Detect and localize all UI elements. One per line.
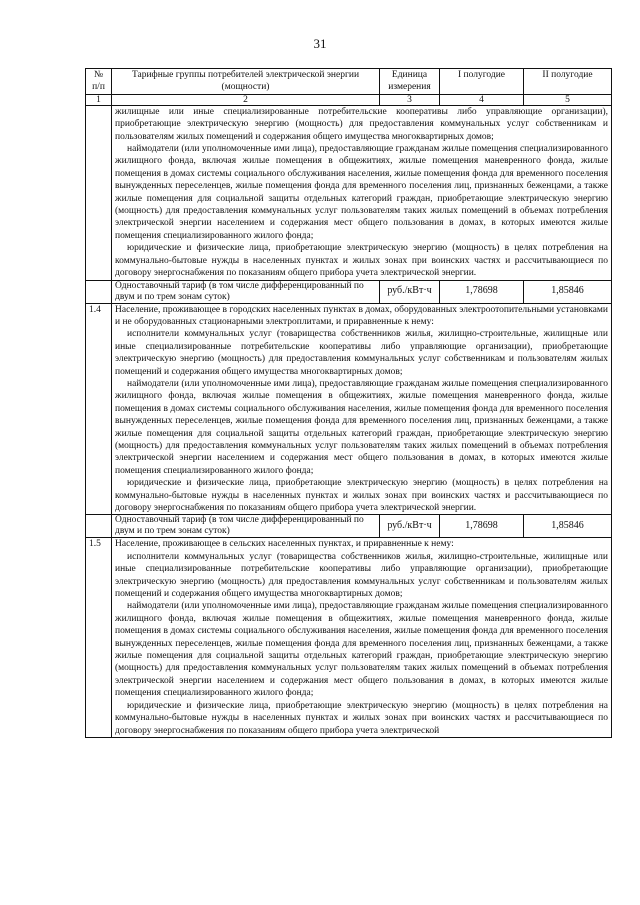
tariff-table [85,68,612,738]
tariff-first-half: 1,78698 [440,280,524,303]
row-description [112,303,612,515]
table-row [86,538,612,738]
paragraph: исполнители коммунальных услуг (товарищества собственников жилья, жилищно-строительные, жилищные или иные специализированные потребительские кооперативы либо управляющие организации), приобретающие электрическую энергию (мощность) для предоставления коммунальных услуг собственникам и пользователям жилых помещений и содержания общего имущества многоквартирных домов; [115,329,608,377]
header-number: № п/п [86,69,112,95]
table-row [86,105,612,280]
paragraph: Население, проживающее в сельских населенных пунктах, и приравненные к нему: [115,539,454,550]
page-number: 31 [313,36,327,51]
tariff-row [86,515,612,538]
column-number: 3 [380,94,440,105]
table-header-row [86,69,612,95]
paragraph: юридические и физические лица, приобретающие электрическую энергию (мощность) в целях потребления на коммунально-бытовые нужды в населенных пунктах и жилых зонах при воинских частях и рассчитывающиеся по договору энергоснабжения по показаниям общего прибора учета электрической энергии. [115,478,608,513]
header-unit: Единица измерения [380,69,440,95]
column-number: 5 [524,94,612,105]
paragraph: жилищные или иные специализированные потребительские кооперативы либо управляющие организации), приобретающие электрическую энергию (мощность) для предоставления коммунальных услуг собственникам и пользователям жилых помещений и содержания общего имущества многоквартирных домов; [115,106,608,142]
paragraph: наймодатели (или уполномоченные ими лица), предоставляющие гражданам жилые помещения специализированного жилищного фонда, включая жилые помещения в общежитиях, жилые помещения маневренного фонда, жилые помещения в домах системы социального обслуживания населения, жилые помещения фонда для временного поселения вынужденных переселенцев, жилые помещения фонда для временного поселения лиц, признанных беженцами, а также жилые помещения для социальной защиты отдельных категорий граждан, приобретающие электрическую энергию (мощность) для предоставления коммунальных услуг пользователям таких жилых помещений в объемах потребления электрической энергии населением и содержания мест общего пользования в домах, в которых имеются жилые помещения специализированного жилого фонда; [115,601,608,699]
row-number: 1.5 [86,538,112,738]
paragraph: Население, проживающее в городских населенных пунктах в домах, оборудованных электроотопительными установками и не оборудованных стационарными электроплитами, и приравненные к нему: [115,304,608,327]
row-number-cell [86,515,112,538]
tariff-row [86,280,612,303]
column-number-row [86,94,612,105]
column-number: 1 [86,94,112,105]
header-second-half: II полугодие [524,69,612,95]
tariff-label: Одноставочный тариф (в том числе дифференцированный по двум и по трем зонам суток) [112,280,380,303]
row-description [112,105,612,280]
table-row [86,303,612,515]
row-description [112,538,612,738]
column-number: 4 [440,94,524,105]
tariff-unit: руб./кВт·ч [380,280,440,303]
paragraph: юридические и физические лица, приобретающие электрическую энергию (мощность) в целях потребления на коммунально-бытовые нужды в населенных пунктах и жилых зонах при воинских частях и рассчитывающиеся по договору энергоснабжения по показаниям общего прибора учета электрической [115,700,608,736]
paragraph: юридические и физические лица, приобретающие электрическую энергию (мощность) в целях потребления на коммунально-бытовые нужды в населенных пунктах и жилых зонах при воинских частях и рассчитывающиеся по договору энергоснабжения по показаниям общего прибора учета электрической энергии. [115,243,608,279]
tariff-second-half: 1,85846 [524,515,612,538]
tariff-unit: руб./кВт·ч [380,515,440,538]
header-first-half: I полугодие [440,69,524,95]
tariff-first-half: 1,78698 [440,515,524,538]
row-number-cell [86,280,112,303]
paragraph: наймодатели (или уполномоченные ими лица), предоставляющие гражданам жилые помещения специализированного жилищного фонда, включая жилые помещения в общежитиях, жилые помещения маневренного фонда, жилые помещения в домах системы социального обслуживания населения, жилые помещения фонда для временного поселения вынужденных переселенцев, жилые помещения фонда для временного поселения лиц, признанных беженцами, а также жилые помещения для социальной защиты отдельных категорий граждан, приобретающие электрическую энергию (мощность) для предоставления коммунальных услуг пользователям таких жилых помещений в объемах потребления электрической энергии населением и содержания мест общего пользования в домах, в которых имеются жилые помещения специализированного жилого фонда; [115,378,608,476]
header-description: Тарифные группы потребителей электрической энергии (мощности) [112,69,380,95]
tariff-label: Одноставочный тариф (в том числе дифференцированный по двум и по трем зонам суток) [112,515,380,538]
row-number: 1.4 [86,303,112,515]
column-number: 2 [112,94,380,105]
paragraph: исполнители коммунальных услуг (товарищества собственников жилья, жилищно-строительные, жилищные или иные специализированные потребительские кооперативы либо управляющие организации), приобретающие электрическую энергию (мощность) для предоставления коммунальных услуг собственникам и пользователям жилых помещений и содержания общего имущества многоквартирных домов; [115,551,608,600]
paragraph: наймодатели (или уполномоченные ими лица), предоставляющие гражданам жилые помещения специализированного жилищного фонда, включая жилые помещения в общежитиях, жилые помещения маневренного фонда, жилые помещения в домах системы социального обслуживания населения, жилые помещения фонда для временного поселения вынужденных переселенцев, жилые помещения фонда для временного поселения лиц, признанных беженцами, а также жилые помещения для социальной защиты отдельных категорий граждан, приобретающие электрическую энергию (мощность) для предоставления коммунальных услуг пользователям таких жилых помещений в объемах потребления электрической энергии населением и содержания мест общего пользования в домах, в которых имеются жилые помещения специализированного жилого фонда; [115,144,608,241]
row-number-cell [86,105,112,280]
tariff-second-half: 1,85846 [524,280,612,303]
